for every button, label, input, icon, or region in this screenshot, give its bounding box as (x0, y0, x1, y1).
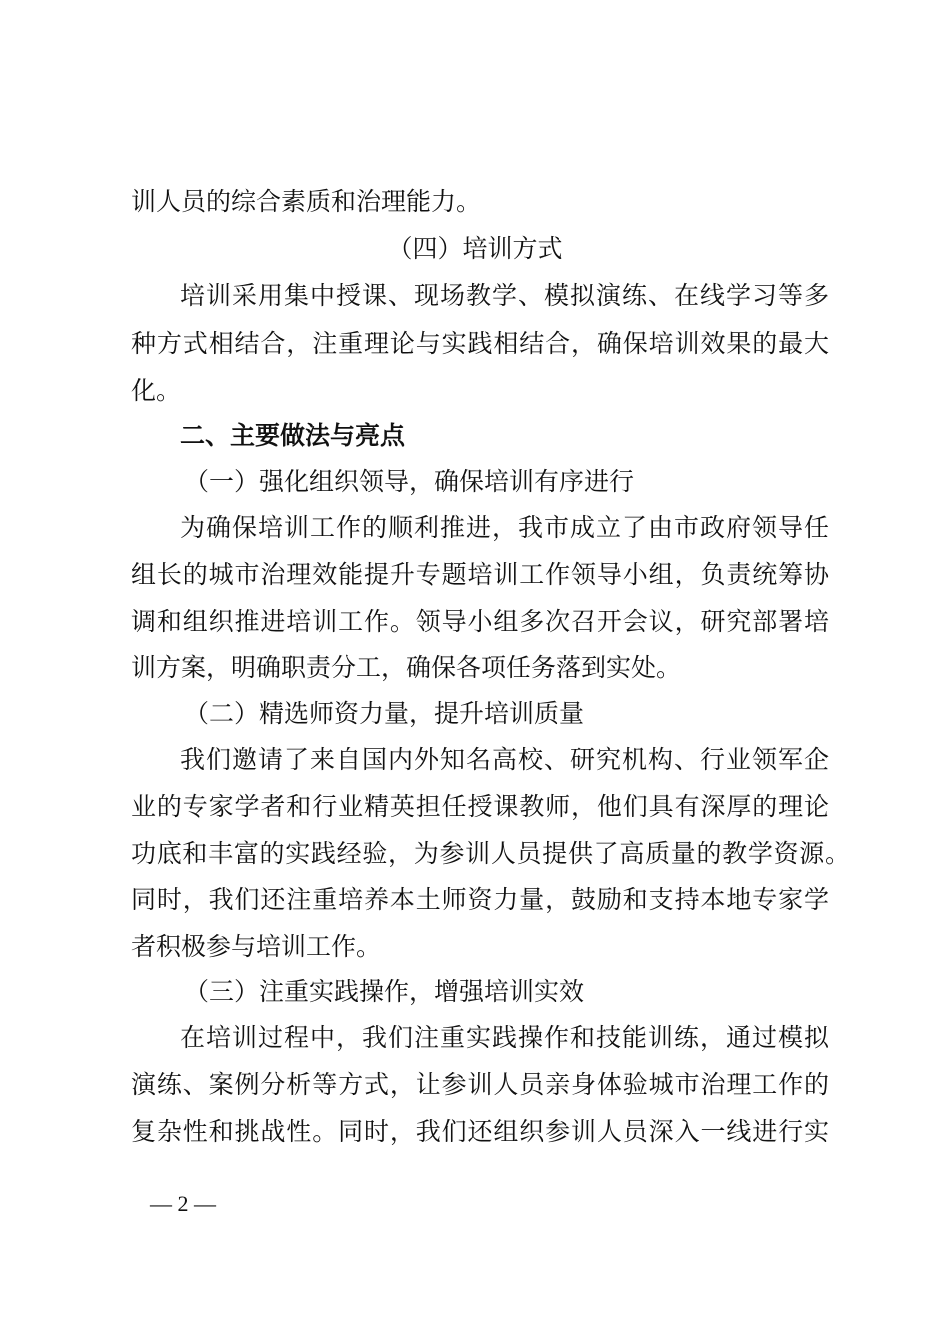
paragraph-line: 组长的城市治理效能提升专题培训工作领导小组，负责统筹协 (131, 560, 829, 589)
subheading-two: （二）精选师资力量，提升培训质量 (184, 699, 585, 728)
paragraph-line: 业的专家学者和行业精英担任授课教师，他们具有深厚的理论 (131, 792, 829, 821)
paragraph-line: 同时，我们还注重培养本土师资力量，鼓励和支持本地专家学 (131, 885, 829, 914)
paragraph-line: 化。 (131, 376, 182, 405)
paragraph-line: 者积极参与培训工作。 (131, 932, 382, 961)
paragraph-line: 复杂性和挑战性。同时，我们还组织参训人员深入一线进行实 (131, 1117, 829, 1146)
paragraph-line: 培训采用集中授课、现场教学、模拟演练、在线学习等多 (180, 281, 829, 310)
paragraph-line: 种方式相结合，注重理论与实践相结合，确保培训效果的最大 (131, 329, 829, 358)
chapter-heading: 二、主要做法与亮点 (180, 421, 406, 450)
subheading-three: （三）注重实践操作，增强培训实效 (184, 977, 585, 1006)
paragraph-line: 训人员的综合素质和治理能力。 (131, 187, 482, 216)
section-heading-four: （四）培训方式 (387, 234, 563, 263)
page-number: — 2 — (150, 1191, 216, 1216)
paragraph-line: 我们邀请了来自国内外知名高校、研究机构、行业领军企 (180, 745, 829, 774)
paragraph-line: 调和组织推进培训工作。领导小组多次召开会议，研究部署培 (131, 607, 829, 636)
subheading-one: （一）强化组织领导，确保培训有序进行 (184, 467, 635, 496)
paragraph-line: 为确保培训工作的顺利推进，我市成立了由市政府领导任 (180, 513, 829, 542)
paragraph-line: 训方案，明确职责分工，确保各项任务落到实处。 (131, 653, 682, 682)
paragraph-line: 在培训过程中，我们注重实践操作和技能训练，通过模拟 (180, 1023, 829, 1052)
paragraph-line: 功底和丰富的实践经验，为参训人员提供了高质量的教学资源。 (131, 839, 850, 868)
paragraph-line: 演练、案例分析等方式，让参训人员亲身体验城市治理工作的 (131, 1070, 829, 1099)
